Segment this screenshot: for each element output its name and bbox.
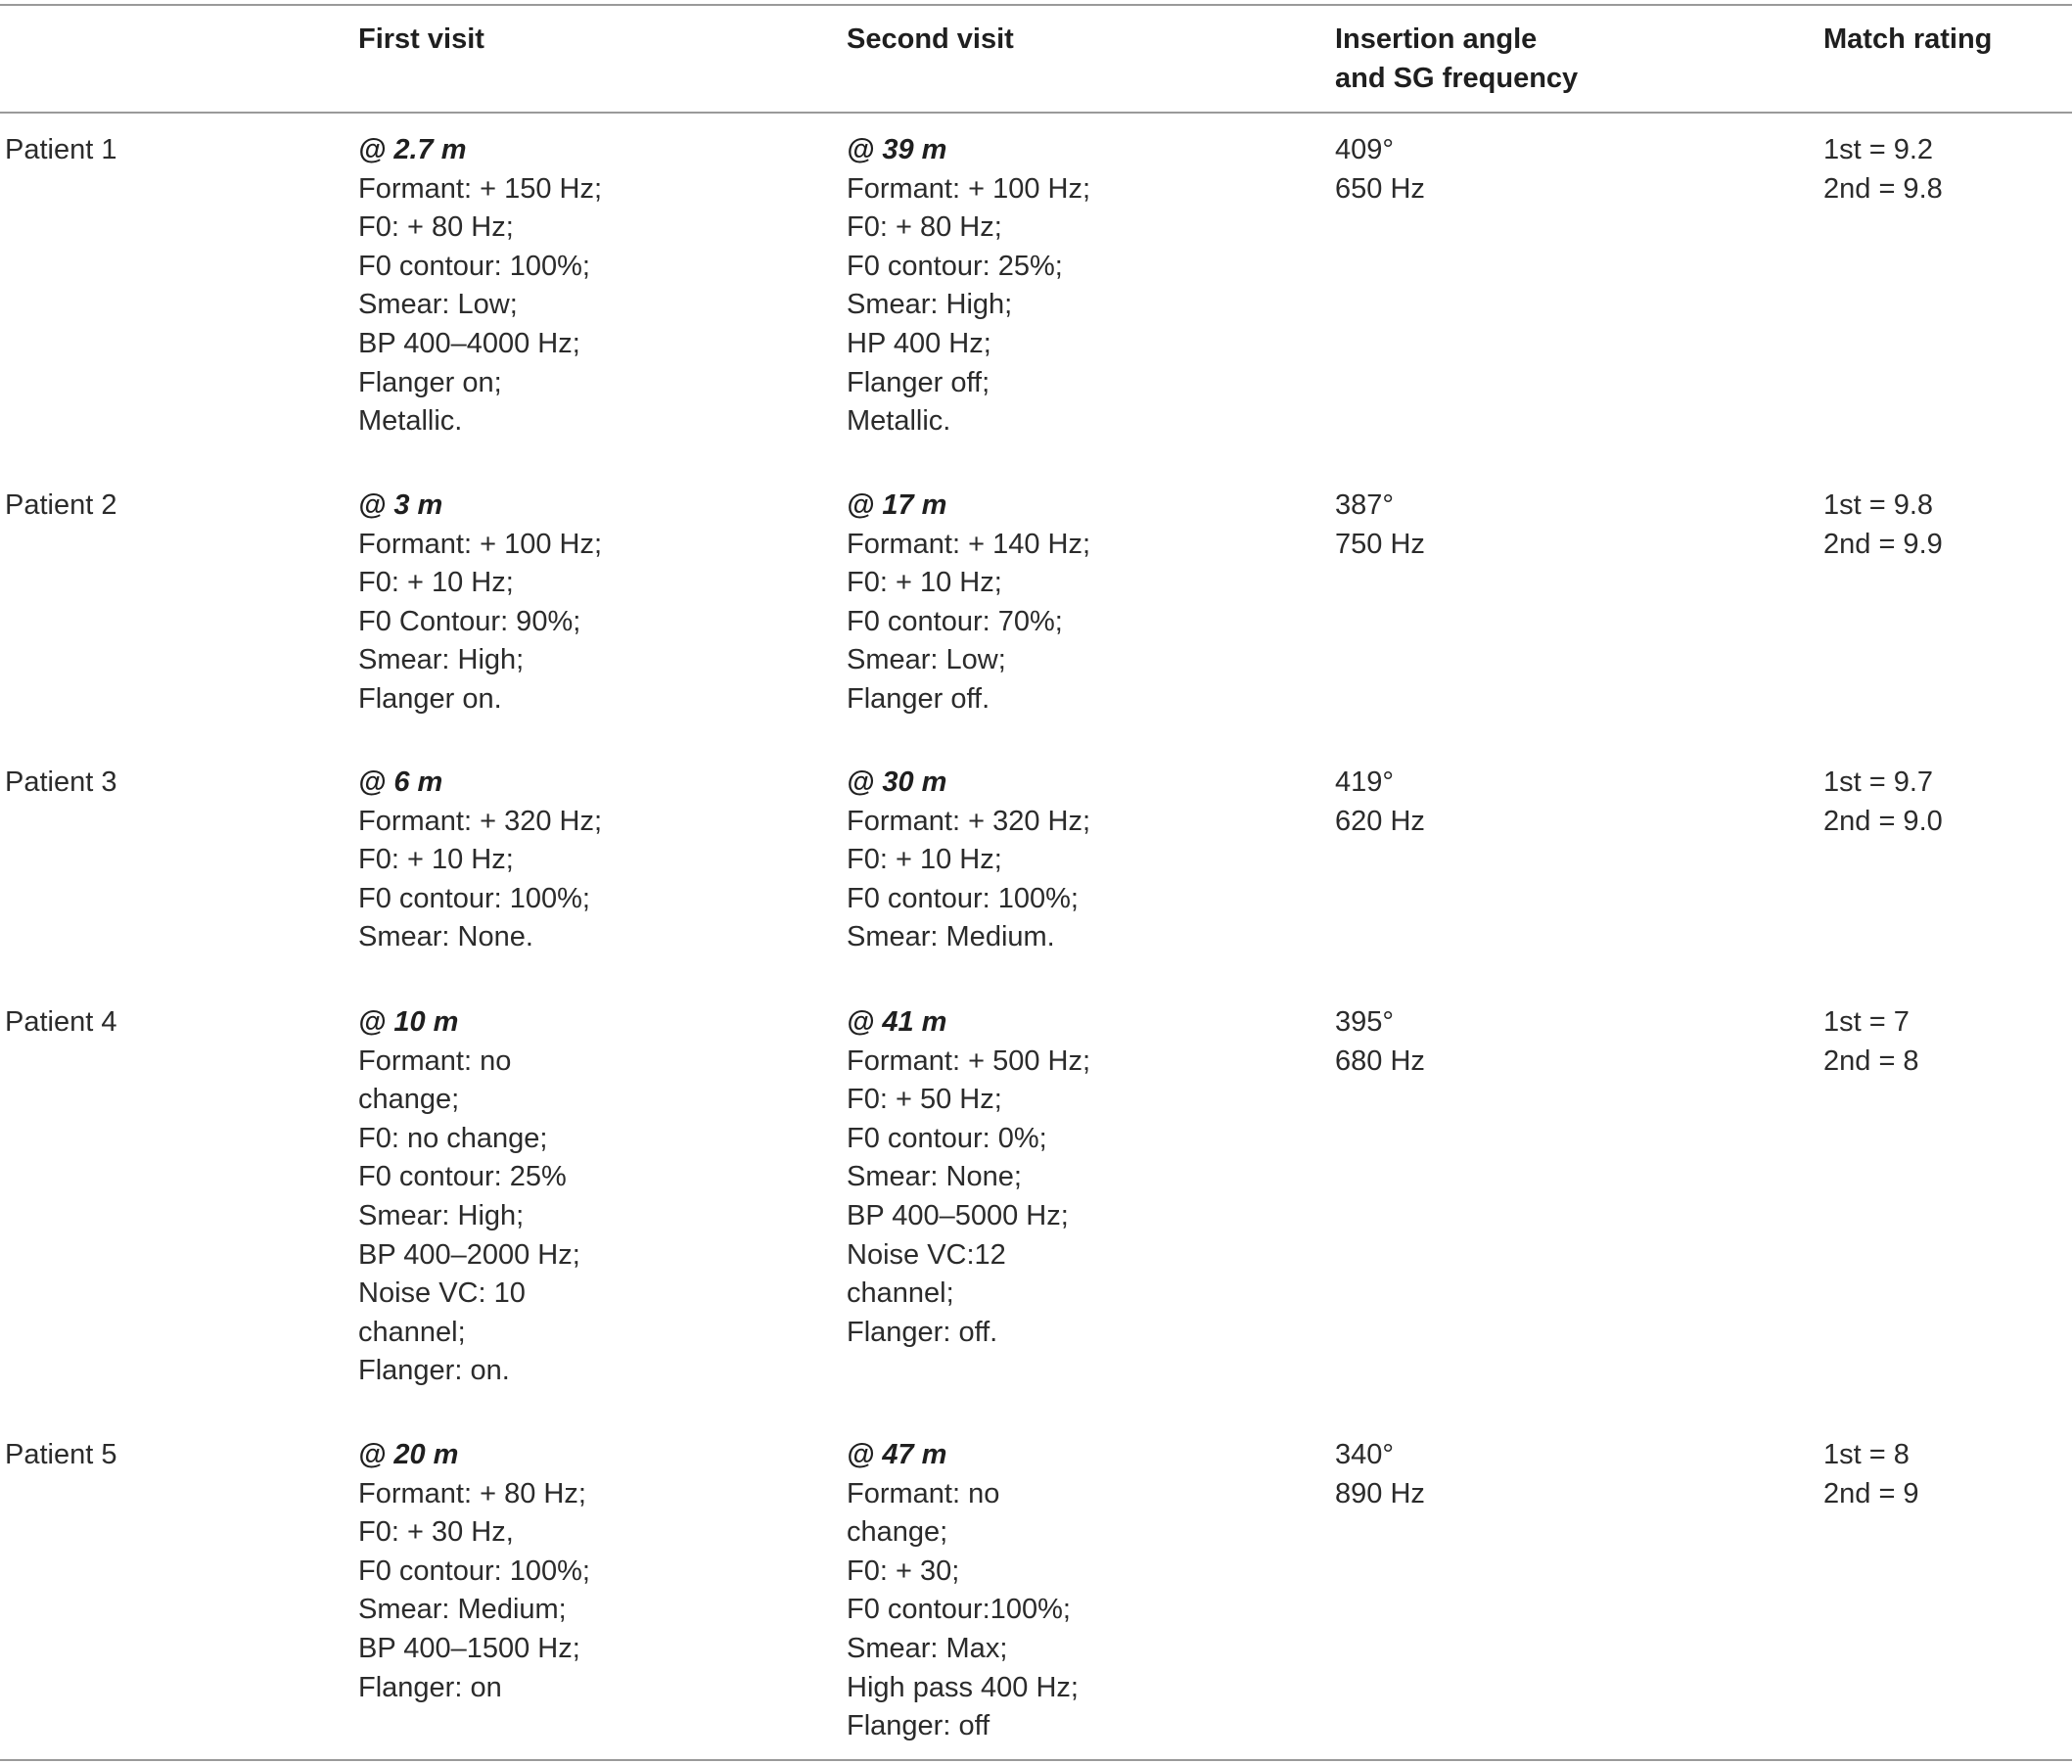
first-visit-time: @ 6 m bbox=[358, 766, 443, 798]
first-visit-setting: Smear: Low; bbox=[358, 289, 518, 321]
second-visit-setting: F0: + 10 Hz; bbox=[847, 844, 1002, 876]
second-visit-setting: F0: + 80 Hz; bbox=[847, 211, 1002, 244]
match-rating-cell bbox=[1823, 1003, 1919, 1081]
insertion-angle: 340° bbox=[1335, 1439, 1394, 1470]
second-visit-setting: F0 contour:100%; bbox=[847, 1594, 1071, 1626]
sg-frequency: 890 Hz bbox=[1335, 1477, 1425, 1509]
second-visit-setting: Formant: + 140 Hz; bbox=[847, 528, 1091, 560]
first-visit-setting: F0: no change; bbox=[358, 1122, 548, 1154]
sg-frequency: 680 Hz bbox=[1335, 1044, 1425, 1077]
first-visit-setting: Formant: no bbox=[358, 1044, 512, 1077]
first-visit-setting: Flanger: on bbox=[358, 1671, 502, 1703]
row-label bbox=[5, 131, 116, 170]
second-visit-setting: Formant: + 320 Hz; bbox=[847, 805, 1091, 837]
table-top-rule bbox=[0, 4, 2072, 6]
insertion-angle-cell bbox=[1335, 487, 1425, 564]
first-visit-setting: BP 400–1500 Hz; bbox=[358, 1632, 580, 1664]
header-bottom-rule bbox=[0, 112, 2072, 114]
second-visit-setting: HP 400 Hz; bbox=[847, 327, 991, 359]
first-visit-setting: Formant: + 80 Hz; bbox=[358, 1477, 586, 1509]
first-visit-setting: F0: + 10 Hz; bbox=[358, 567, 514, 599]
second-visit-setting: Smear: Max; bbox=[847, 1632, 1008, 1664]
first-visit-setting: F0 Contour: 90%; bbox=[358, 605, 581, 637]
first-visit-setting: F0 contour: 100%; bbox=[358, 882, 590, 914]
insertion-angle-cell bbox=[1335, 131, 1425, 209]
first-visit-setting: F0 contour: 100%; bbox=[358, 1555, 590, 1587]
header-match-rating: Match rating bbox=[1823, 23, 1993, 55]
second-visit-setting: High pass 400 Hz; bbox=[847, 1671, 1079, 1703]
first-visit-time: @ 10 m bbox=[358, 1006, 459, 1038]
row-label bbox=[5, 1436, 116, 1475]
first-visit-setting: Flanger on; bbox=[358, 366, 502, 398]
patient-label: Patient 4 bbox=[5, 1006, 117, 1038]
first-visit-time: @ 20 m bbox=[358, 1439, 459, 1470]
match-rating-second: 2nd = 9 bbox=[1823, 1477, 1919, 1509]
first-visit-setting: Flanger: on. bbox=[358, 1355, 510, 1387]
match-rating-second: 2nd = 9.8 bbox=[1823, 172, 1943, 205]
match-rating-first: 1st = 9.8 bbox=[1823, 489, 1934, 521]
second-visit-setting: F0: + 10 Hz; bbox=[847, 567, 1002, 599]
first-visit-cell bbox=[358, 764, 602, 957]
second-visit-time: @ 41 m bbox=[847, 1006, 947, 1038]
patient-label: Patient 2 bbox=[5, 489, 117, 521]
first-visit-cell bbox=[358, 1003, 580, 1391]
second-visit-setting: Flanger off. bbox=[847, 682, 990, 715]
first-visit-setting: Smear: Medium; bbox=[358, 1594, 567, 1626]
second-visit-time: @ 17 m bbox=[847, 489, 947, 521]
row-label bbox=[5, 487, 116, 526]
insertion-angle-cell bbox=[1335, 1436, 1425, 1513]
sg-frequency: 650 Hz bbox=[1335, 172, 1425, 205]
first-visit-setting: Formant: + 100 Hz; bbox=[358, 528, 603, 560]
second-visit-setting: F0 contour: 70%; bbox=[847, 605, 1063, 637]
second-visit-setting: Smear: High; bbox=[847, 289, 1013, 321]
table-bottom-rule bbox=[0, 1759, 2072, 1761]
first-visit-time: @ 2.7 m bbox=[358, 134, 467, 165]
first-visit-setting: Formant: + 150 Hz; bbox=[358, 172, 603, 205]
row-label bbox=[5, 1003, 116, 1043]
second-visit-setting: Noise VC:12 bbox=[847, 1238, 1006, 1271]
first-visit-setting: Formant: + 320 Hz; bbox=[358, 805, 603, 837]
match-rating-second: 2nd = 8 bbox=[1823, 1044, 1919, 1077]
second-visit-setting: Formant: + 100 Hz; bbox=[847, 172, 1091, 205]
first-visit-setting: F0: + 80 Hz; bbox=[358, 211, 514, 244]
match-rating-cell bbox=[1823, 1436, 1919, 1513]
first-visit-setting: Smear: High; bbox=[358, 1199, 525, 1231]
first-visit-time: @ 3 m bbox=[358, 489, 443, 521]
insertion-angle-cell bbox=[1335, 1003, 1425, 1081]
first-visit-setting: Flanger on. bbox=[358, 682, 502, 715]
second-visit-setting: Flanger: off bbox=[847, 1710, 990, 1742]
header-insertion-angle-line2: and SG frequency bbox=[1335, 63, 1579, 94]
match-rating-first: 1st = 8 bbox=[1823, 1439, 1910, 1470]
first-visit-setting: BP 400–4000 Hz; bbox=[358, 327, 580, 359]
sg-frequency: 750 Hz bbox=[1335, 528, 1425, 560]
first-visit-setting: Noise VC: 10 bbox=[358, 1277, 526, 1310]
first-visit-cell bbox=[358, 1436, 590, 1707]
match-rating-cell bbox=[1823, 131, 1943, 209]
first-visit-setting: F0 contour: 25% bbox=[358, 1161, 567, 1193]
second-visit-setting: Flanger: off. bbox=[847, 1316, 998, 1348]
second-visit-cell bbox=[847, 131, 1090, 441]
second-visit-setting: Smear: Medium. bbox=[847, 921, 1055, 953]
second-visit-setting: F0: + 50 Hz; bbox=[847, 1084, 1002, 1116]
insertion-angle: 387° bbox=[1335, 489, 1394, 521]
second-visit-setting: F0 contour: 25%; bbox=[847, 250, 1063, 282]
insertion-angle: 419° bbox=[1335, 766, 1394, 798]
header-first-visit: First visit bbox=[358, 23, 484, 55]
second-visit-setting: F0 contour: 100%; bbox=[847, 882, 1079, 914]
second-visit-setting: Flanger off; bbox=[847, 366, 990, 398]
patient-label: Patient 1 bbox=[5, 134, 117, 165]
row-label bbox=[5, 764, 116, 803]
second-visit-setting: Smear: None; bbox=[847, 1161, 1022, 1193]
first-visit-setting: Smear: High; bbox=[358, 644, 525, 676]
first-visit-setting: Smear: None. bbox=[358, 921, 533, 953]
header-second-visit: Second visit bbox=[847, 23, 1014, 55]
match-rating-second: 2nd = 9.9 bbox=[1823, 528, 1943, 560]
match-rating-first: 1st = 9.7 bbox=[1823, 766, 1934, 798]
second-visit-setting: Metallic. bbox=[847, 405, 951, 438]
second-visit-setting: F0 contour: 0%; bbox=[847, 1122, 1047, 1154]
header-insertion-angle bbox=[1335, 20, 1578, 98]
insertion-angle: 395° bbox=[1335, 1006, 1394, 1038]
second-visit-setting: channel; bbox=[847, 1277, 954, 1310]
second-visit-time: @ 47 m bbox=[847, 1439, 947, 1470]
first-visit-setting: F0 contour: 100%; bbox=[358, 250, 590, 282]
match-rating-first: 1st = 7 bbox=[1823, 1006, 1910, 1038]
first-visit-cell bbox=[358, 487, 602, 720]
first-visit-setting: F0: + 10 Hz; bbox=[358, 844, 514, 876]
insertion-angle-cell bbox=[1335, 764, 1425, 841]
match-rating-second: 2nd = 9.0 bbox=[1823, 805, 1943, 837]
second-visit-setting: change; bbox=[847, 1516, 948, 1549]
second-visit-cell bbox=[847, 1003, 1090, 1352]
second-visit-setting: Formant: no bbox=[847, 1477, 1000, 1509]
second-visit-setting: Smear: Low; bbox=[847, 644, 1006, 676]
second-visit-cell bbox=[847, 764, 1090, 957]
second-visit-setting: F0: + 30; bbox=[847, 1555, 960, 1587]
first-visit-setting: change; bbox=[358, 1084, 460, 1116]
match-rating-first: 1st = 9.2 bbox=[1823, 134, 1934, 165]
patient-label: Patient 5 bbox=[5, 1439, 117, 1470]
first-visit-setting: Metallic. bbox=[358, 405, 463, 438]
second-visit-cell bbox=[847, 487, 1090, 720]
second-visit-time: @ 39 m bbox=[847, 134, 947, 165]
insertion-angle: 409° bbox=[1335, 134, 1394, 165]
header-insertion-angle-line1: Insertion angle bbox=[1335, 23, 1538, 55]
patient-label: Patient 3 bbox=[5, 766, 117, 798]
second-visit-time: @ 30 m bbox=[847, 766, 947, 798]
match-rating-cell bbox=[1823, 764, 1943, 841]
second-visit-setting: BP 400–5000 Hz; bbox=[847, 1199, 1069, 1231]
sg-frequency: 620 Hz bbox=[1335, 805, 1425, 837]
second-visit-cell bbox=[847, 1436, 1079, 1746]
first-visit-setting: F0: + 30 Hz, bbox=[358, 1516, 514, 1549]
first-visit-setting: channel; bbox=[358, 1316, 466, 1348]
first-visit-setting: BP 400–2000 Hz; bbox=[358, 1238, 580, 1271]
second-visit-setting: Formant: + 500 Hz; bbox=[847, 1044, 1091, 1077]
first-visit-cell bbox=[358, 131, 602, 441]
match-rating-cell bbox=[1823, 487, 1943, 564]
